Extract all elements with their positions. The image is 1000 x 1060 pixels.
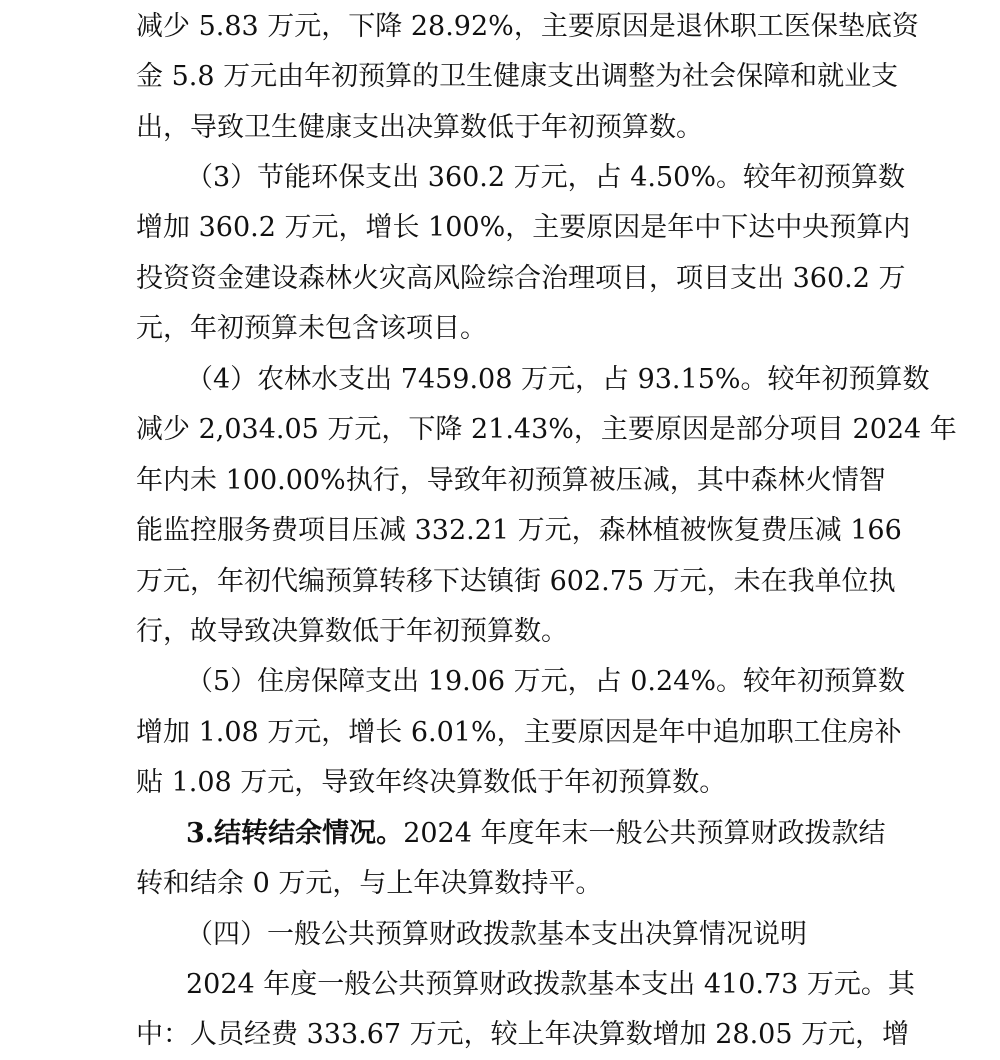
carryover-line-1 bbox=[0, 809, 1000, 859]
section-5-line-1: （5）住房保障支出 19.06 万元，占 0.24%。较年初预算数 bbox=[186, 666, 905, 697]
section-3-line-1: （3）节能环保支出 360.2 万元，占 4.50%。较年初预算数 bbox=[186, 162, 905, 193]
text-line-3: 出，导致卫生健康支出决算数低于年初预算数。 bbox=[136, 112, 703, 143]
carryover-text: 2024 年度年末一般公共预算财政拨款结 bbox=[403, 818, 886, 849]
section-3-line-2: 增加 360.2 万元，增长 100%，主要原因是年中下达中央预算内 bbox=[136, 212, 911, 243]
section-4-line-6: 行，故导致决算数低于年初预算数。 bbox=[136, 616, 568, 647]
section-4-line-4: 能监控服务费项目压减 332.21 万元，森林植被恢复费压减 166 bbox=[136, 515, 902, 546]
section-3-line-3: 投资资金建设森林火灾高风险综合治理项目，项目支出 360.2 万 bbox=[136, 263, 906, 294]
basic-expense-line-2: 中：人员经费 333.67 万元，较上年决算数增加 28.05 万元，增 bbox=[136, 1019, 910, 1050]
section-3-line-4: 元，年初预算未包含该项目。 bbox=[136, 313, 487, 344]
basic-expense-line-1: 2024 年度一般公共预算财政拨款基本支出 410.73 万元。其 bbox=[186, 969, 915, 1000]
section-4-line-5: 万元，年初代编预算转移下达镇街 602.75 万元，未在我单位执 bbox=[136, 566, 896, 597]
subsection-heading: （四）一般公共预算财政拨款基本支出决算情况说明 bbox=[186, 919, 807, 950]
section-4-line-1: （4）农林水支出 7459.08 万元，占 93.15%。较年初预算数 bbox=[186, 364, 930, 395]
section-5-line-2: 增加 1.08 万元，增长 6.01%，主要原因是年中追加职工住房补 bbox=[136, 717, 902, 748]
carryover-heading: 3.结转结余情况。 bbox=[186, 818, 404, 849]
text-line-2: 金 5.8 万元由年初预算的卫生健康支出调整为社会保障和就业支 bbox=[136, 61, 899, 92]
section-4-line-2: 减少 2,034.05 万元，下降 21.43%，主要原因是部分项目 2024 年 bbox=[136, 414, 957, 445]
section-4-line-3: 年内未 100.00%执行，导致年初预算被压减，其中森林火情智 bbox=[136, 465, 886, 496]
carryover-line-2: 转和结余 0 万元，与上年决算数持平。 bbox=[136, 868, 603, 899]
text-line-1: 减少 5.83 万元，下降 28.92%，主要原因是退休职工医保垫底资 bbox=[136, 11, 919, 42]
section-5-line-3: 贴 1.08 万元，导致年终决算数低于年初预算数。 bbox=[136, 767, 727, 798]
